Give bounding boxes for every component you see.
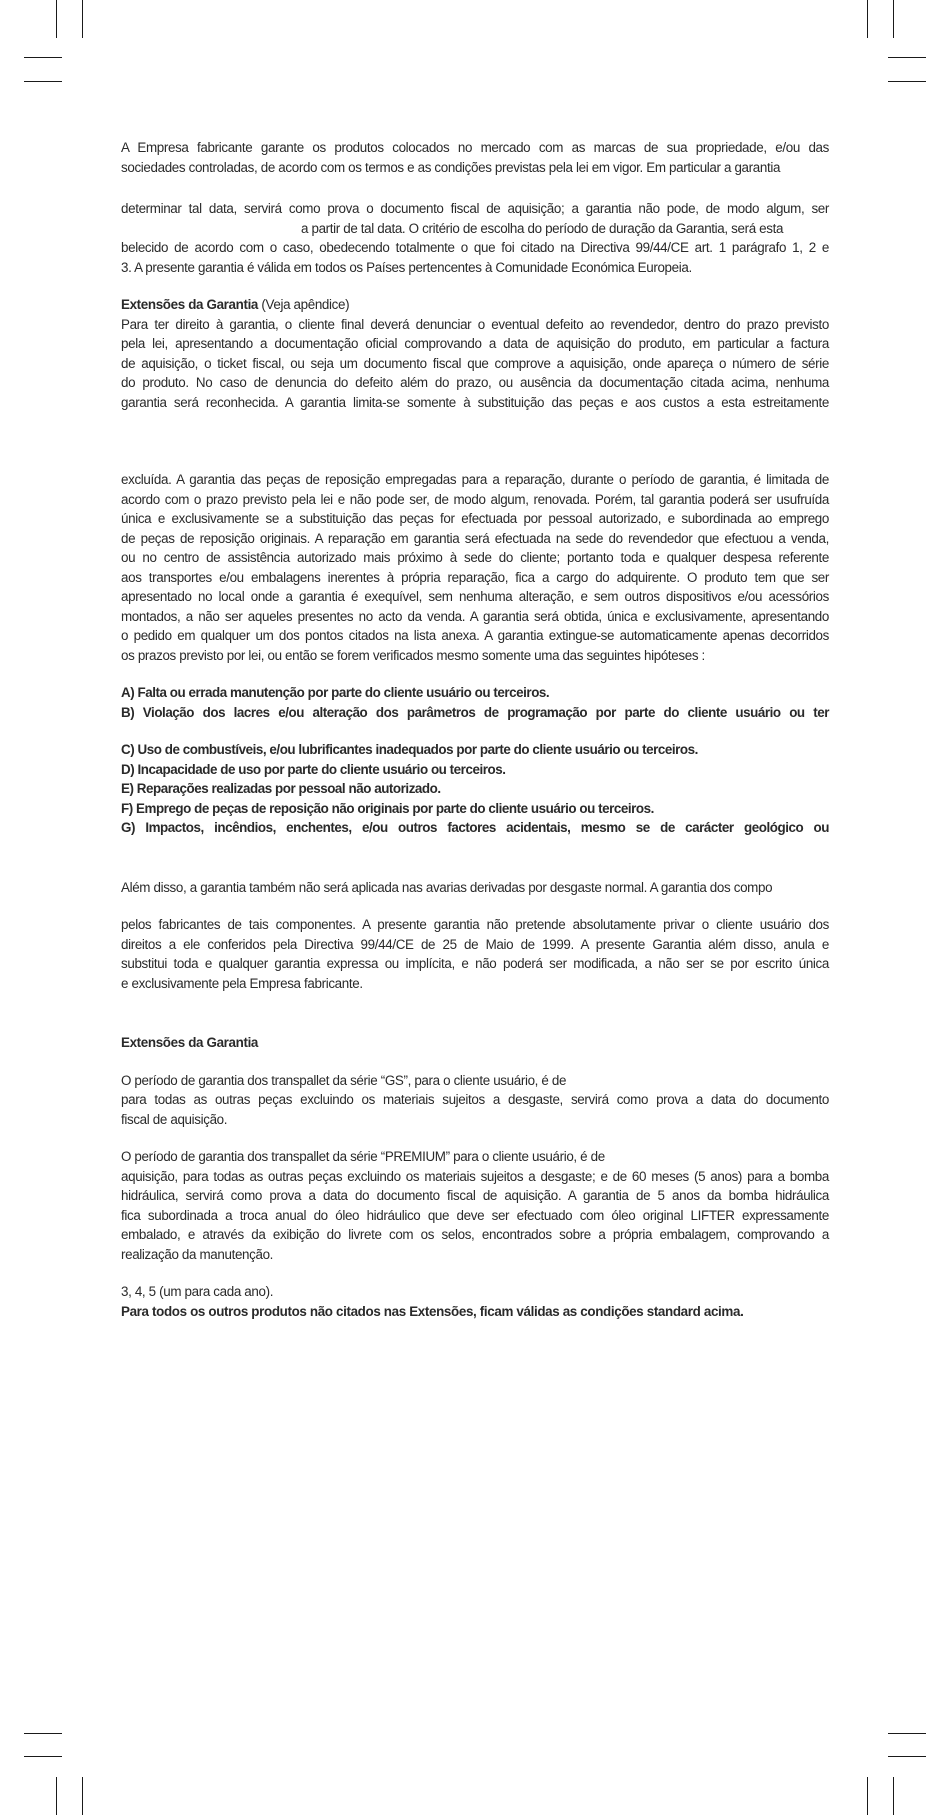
closing-statement: Para todos os outros produtos não citados nas Extensões, ficam válidas as condições standard acima. [121, 1303, 744, 1319]
exclusion-line: os prazos previsto por lei, ou então se forem verificados mesmo somente uma das seguintes hipóteses : [121, 647, 705, 663]
premium-warranty-line: O período de garantia dos transpallet da série “PREMIUM” para o cliente usuário, é de [121, 1149, 605, 1164]
exclusion-line: aos transportes e/ou embalagens inerentes à própria reparação, fica a cargo do adquirente. O produto tem que ser [121, 569, 829, 585]
section-heading: Extensões da Garantia [121, 297, 259, 312]
crop-mark-top-right-vertical [867, 0, 868, 38]
premium-warranty-line: embalado, e através da exibição do livrete com os selos, encontrados sobre a própria embalagem, comprovando a [121, 1227, 829, 1242]
hypothesis-item: A) Falta ou errada manutenção por parte do cliente usuário ou terceiros. [121, 685, 550, 700]
rights-paragraph [121, 915, 829, 993]
crop-mark-bottom-left-vertical-inner [82, 1777, 83, 1815]
premium-warranty-line: hidráulica, servirá como prova a data do documento fiscal de aquisição. A garantia de 5 anos da bomba hidráulica [121, 1188, 829, 1203]
period-line: belecido de acordo com o caso, obedecendo totalmente o que foi citado na Directiva 99/44/CE art. 1 parágrafo 1, 2 e [121, 240, 829, 255]
extensions-appendix-line: pela lei, apresentando a documentação oficial comprovando a data de aquisição do produto, em particular a factura [121, 336, 829, 351]
crop-mark-bottom-left-horizontal-lower [24, 1756, 62, 1757]
exclusion-line: o pedido em qualquer um dos pontos citados na lista anexa. A garantia extingue-se automaticamente apenas decorridos [121, 628, 829, 643]
exclusion-line: única e exclusivamente se a substituição das peças for efectuada por pessoal autorizado, e subordinada ao emprego [121, 511, 829, 526]
crop-mark-bottom-right-vertical [867, 1777, 868, 1815]
section-heading: Extensões da Garantia [121, 1035, 259, 1050]
heading-note: (Veja apêndice) [258, 297, 350, 312]
hypothesis-item: E) Reparações realizadas por pessoal não autorizado. [121, 781, 441, 796]
exclusion-line: acordo com o prazo previsto pela lei e não pode ser, de modo algum, renovada. Porém, tal garantia poderá ser usufruída [121, 491, 829, 507]
intro-paragraph [121, 138, 829, 177]
rights-line: e exclusivamente pela Empresa fabricante. [121, 975, 363, 991]
hypotheses-list [121, 683, 829, 838]
crop-mark-top-left-vertical [82, 0, 83, 38]
exclusion-line: montados, a não ser aqueles presentes no acto da venda. A garantia será obtida, única e exclusivamente, apresentando [121, 608, 829, 624]
extensions-appendix-paragraph [121, 295, 829, 412]
rights-line: direitos a ele conferidos pela Directiva 99/44/CE de 25 de Maio de 1999. A presente Garantia além disso, anula e [121, 936, 829, 952]
gs-warranty-line: O período de garantia dos transpallet da série “GS”, para o cliente usuário, é de [121, 1072, 567, 1088]
hypothesis-item: B) Violação dos lacres e/ou alteração dos parâmetros de programação por parte do cliente usuário ou ter [121, 704, 829, 720]
premium-warranty-line: aquisição, para todas as outras peças excluindo os materiais sujeitos a desgaste; e de 60 meses (5 anos) para a bomba [121, 1168, 829, 1184]
extensions-appendix-line: do produto. No caso de denuncia do defeito além do prazo, ou ausência da documentação citada acima, nenhuma [121, 375, 829, 390]
exclusion-line: excluída. A garantia das peças de reposição empregadas para a reparação, durante o período de garantia, é limitada de [121, 472, 829, 487]
crop-mark-bottom-right-vertical-outer [893, 1777, 894, 1815]
crop-mark-bottom-right-horizontal-lower [888, 1756, 926, 1757]
crop-mark-top-left-horizontal-lower [24, 81, 62, 82]
gs-warranty-line: fiscal de aquisição. [121, 1111, 228, 1127]
hypothesis-item: D) Incapacidade de uso por parte do cliente usuário ou terceiros. [121, 761, 506, 777]
intro-line: sociedades controladas, de acordo com os termos e as condições previstas pela lei em vigor. Em particular a garantia [121, 159, 781, 175]
exclusion-line: apresentado no local onde a garantia é exequível, sem nenhuma alteração, e sem outros dispositivos e/ou acessórios [121, 589, 829, 604]
extensions-appendix-line: de aquisição, o ticket fiscal, ou seja um documento fiscal que comprove a aquisição, onde apareça o número de série [121, 355, 829, 371]
extensions-appendix-line: Para ter direito à garantia, o cliente final deverá denunciar o eventual defeito ao revendedor, dentro do prazo previsto [121, 316, 829, 332]
intro-line: A Empresa fabricante garante os produtos colocados no mercado com as marcas de sua propriedade, e/ou das [121, 140, 829, 155]
hypothesis-item: C) Uso de combustíveis, e/ou lubrificantes inadequados por parte do cliente usuário ou terceiros. [121, 742, 698, 757]
crop-mark-top-left-horizontal [24, 57, 62, 58]
crop-mark-top-right-vertical-outer [893, 0, 894, 38]
period-line: 3. A presente garantia é válida em todos os Países pertencentes à Comunidade Económica Europeia. [121, 259, 692, 275]
period-line: determinar tal data, servirá como prova o documento fiscal de aquisição; a garantia não pode, de modo algum, ser [121, 201, 829, 216]
extensions-appendix-heading-line [121, 295, 829, 315]
exclusion-line: de peças de reposição originais. A reparação em garantia será efectuada na sede do revendedor que efectuou a venda, [121, 530, 829, 546]
gs-warranty-line: para todas as outras peças excluindo os materiais sujeitos a desgaste, servirá como prova a data do documento [121, 1092, 829, 1107]
exclusion-paragraph [121, 470, 829, 665]
crop-mark-top-left-vertical-outer [56, 0, 57, 38]
rights-line: pelos fabricantes de tais componentes. A presente garantia não pretende absolutamente privar o cliente usuário dos [121, 917, 829, 932]
warranty-document-body [121, 138, 829, 1321]
premium-warranty-line: fica subordinada a troca anual do óleo hidráulico que deve ser efectuado com óleo original LIFTER expressamente [121, 1207, 829, 1223]
hypothesis-item: G) Impactos, incêndios, enchentes, e/ou outros factores acidentais, mesmo se de carácter geológico ou [121, 820, 829, 835]
rights-line: substitui toda e qualquer garantia expressa ou implícita, e não poderá ser modificada, a não ser se por escrito única [121, 956, 829, 971]
crop-mark-bottom-left-horizontal [24, 1733, 62, 1734]
period-line: a partir de tal data. O critério de escolha do período de duração da Garantia, será esta [301, 220, 784, 236]
period-paragraph [121, 199, 829, 277]
wear-line: Além disso, a garantia também não será aplicada nas avarias derivadas por desgaste normal. A garantia dos compo [121, 879, 773, 895]
hypothesis-item: F) Emprego de peças de reposição não originais por parte do cliente usuário ou terceiros. [121, 800, 654, 816]
extensions-appendix-line: garantia será reconhecida. A garantia limita-se somente à substituição das peças e aos custos a esta estreitamente [121, 394, 829, 410]
premium-warranty-line: realização da manutenção. [121, 1246, 274, 1262]
crop-mark-bottom-right-horizontal [888, 1733, 926, 1734]
crop-mark-top-right-horizontal [888, 57, 926, 58]
crop-mark-bottom-left-vertical [56, 1777, 57, 1815]
exclusion-line: ou no centro de assistência autorizado mais próximo à sede do cliente; portanto toda e qualquer despesa referente [121, 550, 829, 565]
extensions-section [121, 1033, 829, 1321]
wear-paragraph [121, 878, 829, 898]
crop-mark-top-right-horizontal-lower [888, 81, 926, 82]
years-line: 3, 4, 5 (um para cada ano). [121, 1284, 274, 1299]
